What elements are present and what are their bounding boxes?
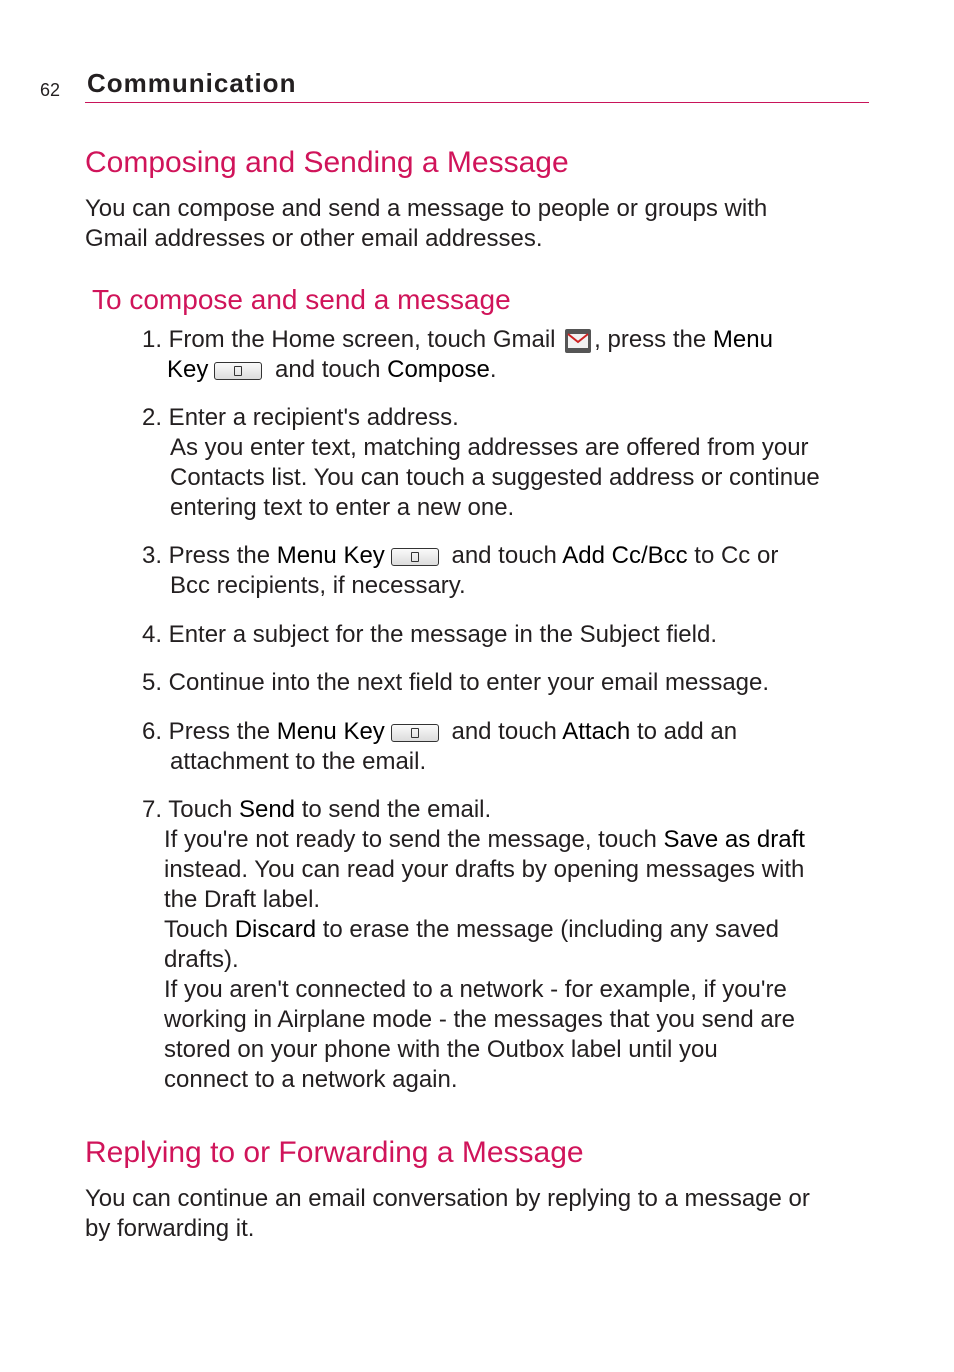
step-2: 2. Enter a recipient's address. As you enter text, matching addresses are offered from your Contacts list. You can touch a suggested address or continue entering text to enter a new one. [142, 404, 820, 521]
heading-replying: Replying to or Forwarding a Message [85, 1136, 584, 1169]
step-3: 3. Press the Menu Key and touch Add Cc/Bcc to Cc or Bcc recipients, if necessary. [142, 542, 779, 599]
step-6: 6. Press the Menu Key and touch Attach to add an attachment to the email. [142, 718, 738, 775]
menu-key-icon [391, 548, 439, 566]
step-5: 5. Continue into the next field to enter your email message. [142, 669, 770, 696]
step-7: 7. Touch Send to send the email. If you're not ready to send the message, touch Save as draft instead. You can read your drafts by opening messages with the Draft label. Touch Discard to erase the message (including any saved drafts). If you aren't connected to a network - for example, if you're working in Airplane mode - the messages that you send are stored on your phone with the Outbox label until you connect to a network again. [142, 796, 805, 1093]
gmail-icon [564, 328, 592, 354]
heading-composing: Composing and Sending a Message [85, 146, 569, 179]
header-rule [85, 102, 869, 103]
replying-intro: You can continue an email conversation by replying to a message or by forwarding it. [85, 1185, 810, 1242]
menu-key-icon [214, 362, 262, 380]
composing-intro: You can compose and send a message to people or groups with Gmail addresses or other email addresses. [85, 195, 768, 252]
section-title: Communication [87, 68, 297, 98]
step-4: 4. Enter a subject for the message in the Subject field. [142, 621, 717, 648]
menu-key-icon [391, 724, 439, 742]
subheading-compose: To compose and send a message [92, 284, 511, 315]
step-1: 1. From the Home screen, touch Gmail , press the Menu Key and touch Compose. [142, 326, 773, 383]
page-number: 62 [40, 80, 61, 100]
